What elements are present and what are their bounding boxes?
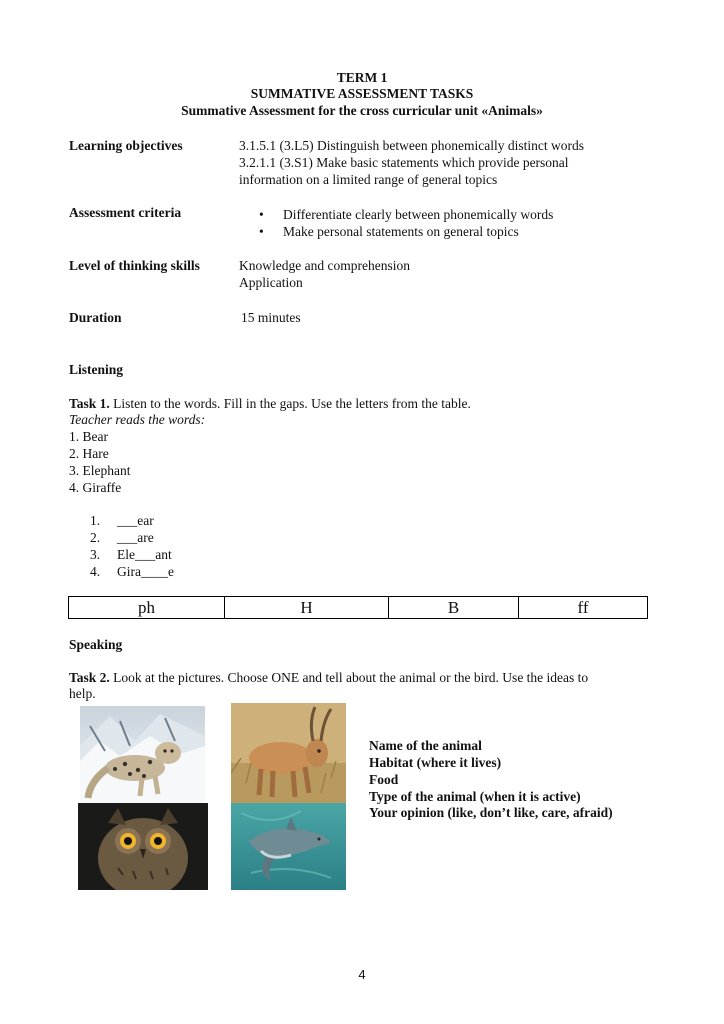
gap-word: ___are — [117, 530, 154, 545]
task1-text: Listen to the words. Fill in the gaps. Use the letters from the table. — [109, 396, 471, 411]
document-subtitle: Summative Assessment for the cross curricular unit «Animals» — [181, 103, 543, 118]
word-item: 3. Elephant — [69, 463, 131, 478]
gap-number: 2. — [90, 530, 101, 545]
gap-word: ___ear — [117, 513, 154, 528]
idea-item: Food — [369, 772, 399, 787]
letter-cell: B — [389, 597, 519, 619]
thinking-skill-1: Knowledge and comprehension — [239, 258, 410, 273]
letter-cell: H — [225, 597, 389, 619]
duration-label: Duration — [69, 310, 122, 325]
bullet-icon: • — [259, 224, 264, 239]
speaking-heading: Speaking — [69, 637, 123, 652]
learning-objective-2-continued: information on a limited range of general topics — [239, 172, 498, 187]
gap-number: 4. — [90, 564, 101, 579]
learning-objectives-label: Learning objectives — [69, 138, 183, 153]
teacher-note: Teacher reads the words: — [69, 412, 206, 427]
gap-word: Ele___ant — [117, 547, 172, 562]
idea-item: Your opinion (like, don’t like, care, afraid) — [369, 805, 613, 820]
letters-table — [68, 596, 648, 619]
gap-number: 3. — [90, 547, 101, 562]
term-heading: TERM 1 — [336, 70, 388, 85]
task1-label: Task 1. — [69, 396, 110, 411]
word-item: 4. Giraffe — [69, 480, 122, 495]
saiga-antelope-picture — [231, 703, 346, 803]
task2-instruction — [69, 670, 588, 686]
criteria-text: Make personal statements on general topics — [283, 224, 519, 239]
page-number: 4 — [358, 967, 366, 982]
idea-item: Name of the animal — [369, 738, 482, 753]
duration-value: 15 minutes — [241, 310, 301, 325]
task2-label: Task 2. — [69, 670, 110, 685]
task1-instruction — [69, 396, 471, 412]
tasks-title: SUMMATIVE ASSESSMENT TASKS — [250, 86, 474, 101]
task2-instruction-continued: help. — [69, 686, 96, 701]
gap-number: 1. — [90, 513, 101, 528]
word-item: 2. Hare — [69, 446, 109, 461]
assessment-criteria-label: Assessment criteria — [69, 205, 182, 220]
snow-leopard-picture — [80, 706, 205, 803]
learning-objective-2: 3.2.1.1 (3.S1) Make basic statements which provide personal — [239, 155, 569, 170]
idea-item: Type of the animal (when it is active) — [369, 789, 581, 804]
thinking-skill-2: Application — [239, 275, 303, 290]
thinking-skills-label: Level of thinking skills — [69, 258, 200, 273]
dolphin-picture — [231, 803, 346, 890]
learning-objective-1: 3.1.5.1 (3.L5) Distinguish between phonemically distinct words — [239, 138, 584, 153]
idea-item: Habitat (where it lives) — [369, 755, 502, 770]
letter-cell: ff — [519, 597, 648, 619]
criteria-text: Differentiate clearly between phonemically words — [283, 207, 554, 222]
owl-picture — [78, 803, 208, 890]
bullet-icon: • — [259, 207, 264, 222]
gap-word: Gira____e — [117, 564, 174, 579]
word-item: 1. Bear — [69, 429, 108, 444]
letter-cell: ph — [69, 597, 225, 619]
task2-text: Look at the pictures. Choose ONE and tell about the animal or the bird. Use the ideas to — [109, 670, 589, 685]
listening-heading: Listening — [69, 362, 124, 377]
